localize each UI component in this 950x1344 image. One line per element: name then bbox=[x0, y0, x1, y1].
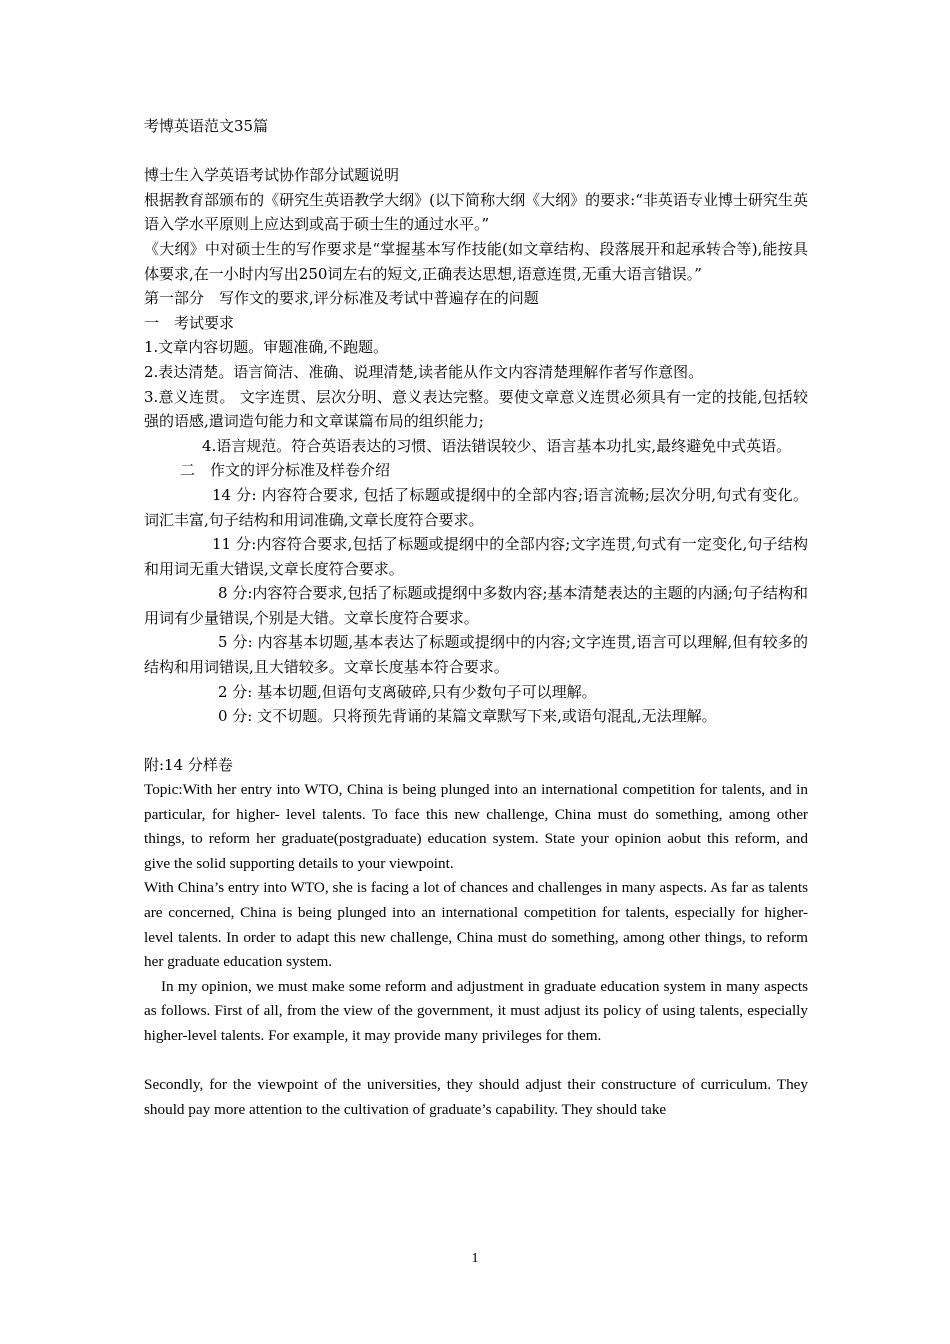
score-5: 5 分: 内容基本切题,基本表达了标题或提纲中的内容;文字连贯,语言可以理解,但有较多的结构和用词错误,且大错较多。文章长度基本符合要求。 bbox=[144, 633, 808, 677]
intro-heading: 博士生入学英语考试协作部分试题说明 bbox=[144, 166, 400, 185]
essay-topic: Topic:With her entry into WTO, China is being plunged into an international competition for talents, and in particular, for higher- level talents. To face this new challenge, China must do something, among other things, to reform her graduate(postgraduate) education system. State your opinion aobut this reform, and give the solid supporting details to your viewpoint. bbox=[144, 781, 808, 872]
page-number: 1 bbox=[471, 1251, 479, 1266]
appendix-heading: 附:14 分样卷 bbox=[144, 756, 233, 775]
section2-heading: 二 作文的评分标准及样卷介绍 bbox=[180, 461, 391, 480]
requirement-1: 1.文章内容切题。审题准确,不跑题。 bbox=[144, 338, 389, 357]
document-page bbox=[144, 114, 808, 1122]
score-11: 11 分:内容符合要求,包括了标题或提纲中的全部内容;文字连贯,句式有一定变化,句子结构和用词无重大错误,文章长度符合要求。 bbox=[144, 535, 808, 578]
section1-heading: 一 考试要求 bbox=[144, 313, 235, 332]
score-0: 0 分: 文不切题。只将预先背诵的某篇文章默写下来,或语句混乱,无法理解。 bbox=[218, 707, 717, 726]
requirement-4: 4.语言规范。符合英语表达的习惯、语法错误较少、语言基本功扎实,最终避免中式英语。 bbox=[202, 436, 792, 455]
spacer bbox=[144, 1049, 808, 1074]
spacer bbox=[144, 139, 808, 164]
essay-paragraph-3: Secondly, for the viewpoint of the universities, they should adjust their constructure of curriculum. They should pay more attention to the cultivation of graduate’s capability. They should take bbox=[144, 1076, 808, 1118]
document-title: 考博英语范文35篇 bbox=[144, 117, 269, 135]
score-14: 14 分: 内容符合要求, 包括了标题或提纲中的全部内容;语言流畅;层次分明,句式有变化。词汇丰富,句子结构和用词准确,文章长度符合要求。 bbox=[144, 485, 808, 529]
score-8: 8 分:内容符合要求,包括了标题或提纲中多数内容;基本清楚表达的主题的内涵;句子结构和用词有少量错误,个别是大错。文章长度符合要求。 bbox=[144, 584, 808, 627]
intro-paragraph-1: 根据教育部颁布的《研究生英语教学大纲》(以下简称大纲《大纲》的要求:“非英语专业博士研究生英语入学水平原则上应达到或高于硕士生的通过水平。” bbox=[144, 190, 808, 234]
intro-paragraph-2: 《大纲》中对硕士生的写作要求是“掌握基本写作技能(如文章结构、段落展开和起承转合等),能按具体要求,在一小时内写出250词左右的短文,正确表达思想,语意连贯,无重大语言错误。” bbox=[144, 239, 808, 283]
score-2: 2 分: 基本切题,但语句支离破碎,只有少数句子可以理解。 bbox=[218, 682, 597, 701]
requirement-3: 3.意义连贯。 文字连贯、层次分明、意义表达完整。要使文章意义连贯必须具有一定的技能,包括较强的语感,遣词造句能力和文章谋篇布局的组织能力; bbox=[144, 387, 808, 431]
requirement-2: 2.表达清楚。语言简洁、准确、说理清楚,读者能从作文内容清楚理解作者写作意图。 bbox=[144, 362, 704, 381]
essay-paragraph-1: With China’s entry into WTO, she is facing a lot of chances and challenges in many aspects. As far as talents are concerned, China is being plunged into an international competition for talents, especially for higher-level talents. In order to adapt this new challenge, China must do something, among other things, to reform her graduate education system. bbox=[144, 879, 808, 971]
spacer bbox=[144, 729, 808, 754]
essay-paragraph-2: In my opinion, we must make some reform and adjustment in graduate education system in many aspects as follows. First of all, from the view of the government, it must adjust its policy of using talents, especially higher-level talents. For example, it may provide many privileges for them. bbox=[144, 977, 808, 1044]
part1-heading: 第一部分 写作文的要求,评分标准及考试中普遍存在的问题 bbox=[144, 289, 539, 308]
